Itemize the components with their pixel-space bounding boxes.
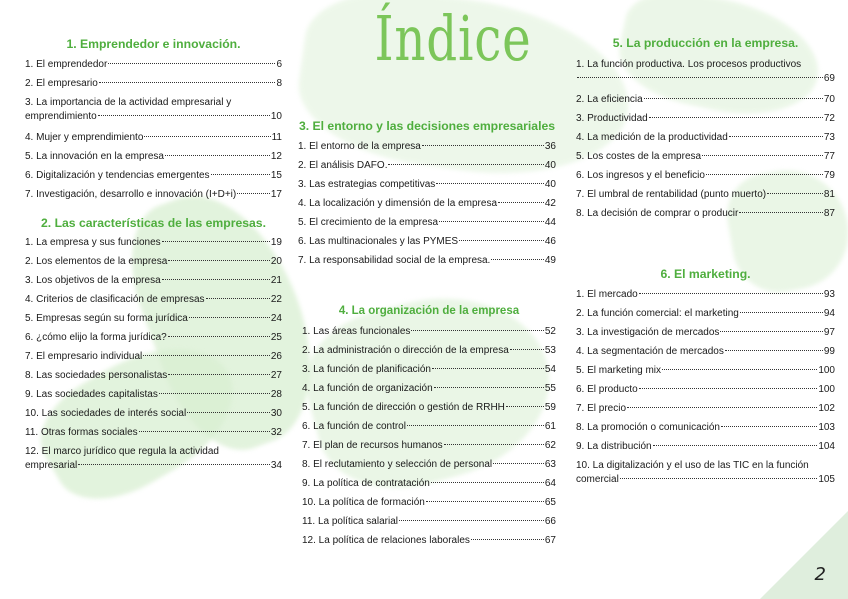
- toc-section-5: [576, 36, 835, 223]
- toc-leader-dots: [720, 331, 822, 332]
- toc-page-number: 53: [544, 345, 556, 356]
- toc-page-number: 55: [544, 383, 556, 394]
- toc-entry[interactable]: [302, 474, 556, 493]
- toc-entry-text: 10. Las sociedades de interés social: [25, 408, 187, 419]
- toc-entry-text: 3. Los objetivos de la empresa: [25, 275, 161, 286]
- toc-page-number: 73: [823, 132, 835, 143]
- toc-leader-dots: [662, 369, 817, 370]
- toc-entry[interactable]: [302, 398, 556, 417]
- toc-page-number: 63: [544, 459, 556, 470]
- toc-leader-dots: [436, 183, 544, 184]
- toc-column-left: [25, 37, 282, 477]
- toc-page-number: 62: [544, 440, 556, 451]
- toc-leader-dots: [168, 374, 270, 375]
- toc-entry[interactable]: [25, 328, 282, 347]
- toc-entry[interactable]: [576, 204, 835, 223]
- toc-entry-text: 3. La importancia de la actividad empresarial y: [25, 97, 232, 108]
- toc-page-number: 26: [270, 351, 282, 362]
- toc-list: [25, 55, 282, 204]
- toc-page-number: 19: [270, 237, 282, 248]
- toc-entry-text: 4. La medición de la productividad: [576, 132, 728, 143]
- toc-entry-text: 4. Mujer y emprendimiento: [25, 132, 144, 143]
- toc-page-number: 105: [818, 474, 835, 485]
- toc-entry[interactable]: [298, 213, 556, 232]
- toc-leader-dots: [165, 155, 270, 156]
- toc-page-number: 6: [276, 59, 282, 70]
- toc-page-number: 100: [818, 384, 835, 395]
- toc-entry[interactable]: [298, 156, 556, 175]
- toc-entry[interactable]: [25, 404, 282, 423]
- toc-page-number: 79: [823, 170, 835, 181]
- toc-leader-dots: [439, 221, 544, 222]
- toc-entry-text: 5. La innovación en la empresa: [25, 151, 164, 162]
- section-title: 2. Las características de las empresas.: [41, 216, 266, 230]
- toc-entry-text: 2. Los elementos de la empresa: [25, 256, 168, 267]
- toc-leader-dots: [399, 520, 544, 521]
- toc-page-number: 20: [270, 256, 282, 267]
- toc-entry-text: comercial: [576, 474, 619, 485]
- toc-leader-dots: [189, 317, 270, 318]
- toc-entry-text: 5. El crecimiento de la empresa: [298, 217, 439, 228]
- toc-section-4: [302, 305, 556, 550]
- toc-entry[interactable]: [298, 175, 556, 194]
- toc-leader-dots: [168, 260, 270, 261]
- toc-entry[interactable]: [302, 512, 556, 531]
- toc-page-number: 72: [823, 113, 835, 124]
- toc-entry-text: 7. El precio: [576, 403, 627, 414]
- section-title: 1. Emprendedor e innovación.: [66, 37, 241, 51]
- toc-page-number: 40: [544, 179, 556, 190]
- toc-leader-dots: [426, 501, 544, 502]
- toc-entry-line: [576, 58, 835, 72]
- toc-leader-dots: [162, 279, 270, 280]
- toc-entry[interactable]: [25, 290, 282, 309]
- toc-entry-text: 4. La localización y dimensión de la empresa: [298, 198, 497, 209]
- toc-entry-text: 2. La eficiencia: [576, 94, 643, 105]
- toc-entry-text: 8. El reclutamiento y selección de personal: [302, 459, 493, 470]
- toc-page-number: 11: [271, 132, 282, 143]
- section-title: 6. El marketing.: [660, 267, 751, 281]
- toc-entry[interactable]: [576, 437, 835, 456]
- toc-entry[interactable]: [576, 109, 835, 128]
- toc-entry-line: [576, 459, 835, 473]
- toc-entry[interactable]: [25, 147, 282, 166]
- toc-leader-dots: [407, 425, 544, 426]
- toc-entry-text: 1. Las áreas funcionales: [302, 326, 411, 337]
- toc-column-right: [576, 36, 835, 223]
- toc-entry-line: [25, 96, 282, 110]
- toc-page-number: 22: [270, 294, 282, 305]
- toc-page-number: 30: [270, 408, 282, 419]
- toc-entry[interactable]: [302, 493, 556, 512]
- toc-leader-dots: [706, 174, 823, 175]
- toc-leader-dots: [725, 350, 823, 351]
- toc-leader-dots: [767, 193, 823, 194]
- toc-leader-dots: [206, 298, 270, 299]
- toc-entry-text: 5. El marketing mix: [576, 365, 662, 376]
- toc-entry-text: 8. La decisión de comprar o producir: [576, 208, 739, 219]
- toc-entry-text: 6. Digitalización y tendencias emergentes: [25, 170, 210, 181]
- toc-leader-dots: [144, 136, 270, 137]
- toc-entry[interactable]: [576, 58, 835, 86]
- toc-entry[interactable]: [576, 304, 835, 323]
- toc-entry[interactable]: [25, 423, 282, 442]
- toc-entry-text: 6. ¿cómo elijo la forma jurídica?: [25, 332, 167, 343]
- section-title: 4. La organización de la empresa: [338, 305, 520, 317]
- toc-page-number: 15: [270, 170, 282, 181]
- toc-page-number: 54: [544, 364, 556, 375]
- toc-page-number: 64: [544, 478, 556, 489]
- toc-leader-dots: [721, 426, 817, 427]
- toc-page-number: 104: [818, 441, 835, 452]
- toc-entry[interactable]: [576, 380, 835, 399]
- toc-entry-text: 7. El umbral de rentabilidad (punto muerto): [576, 189, 767, 200]
- toc-page-number: 52: [544, 326, 556, 337]
- toc-page-number: 40: [544, 160, 556, 171]
- toc-leader-dots: [237, 193, 270, 194]
- toc-entry-text: 5. Los costes de la empresa: [576, 151, 702, 162]
- toc-entry[interactable]: [25, 366, 282, 385]
- toc-entry-text: 12. La política de relaciones laborales: [302, 535, 470, 546]
- toc-entry-text: 1. El mercado: [576, 289, 638, 300]
- toc-entry-text: 10. La digitalización y el uso de las TIC en la función: [576, 460, 809, 471]
- toc-entry[interactable]: [576, 147, 835, 166]
- toc-entry[interactable]: [576, 459, 835, 487]
- toc-entry-line: [576, 72, 835, 86]
- toc-entry[interactable]: [25, 55, 282, 74]
- toc-entry-text: 4. La función de organización: [302, 383, 433, 394]
- toc-entry-text: 7. El empresario individual: [25, 351, 143, 362]
- toc-entry[interactable]: [576, 185, 835, 204]
- toc-page-number: 17: [270, 189, 282, 200]
- toc-entry-text: 11. Otras formas sociales: [25, 427, 138, 438]
- toc-leader-dots: [627, 407, 817, 408]
- toc-leader-dots: [143, 355, 270, 356]
- toc-entry[interactable]: [302, 531, 556, 550]
- toc-leader-dots: [702, 155, 823, 156]
- toc-entry[interactable]: [298, 251, 556, 270]
- toc-entry[interactable]: [25, 96, 282, 124]
- toc-page-number: 59: [544, 402, 556, 413]
- toc-entry-text: 3. La función de planificación: [302, 364, 431, 375]
- toc-entry[interactable]: [25, 445, 282, 473]
- toc-entry-line: [576, 473, 835, 487]
- toc-entry[interactable]: [576, 128, 835, 147]
- toc-leader-dots: [493, 463, 544, 464]
- toc-page-number: 97: [823, 327, 835, 338]
- toc-entry-text: 2. El análisis DAFO.: [298, 160, 388, 171]
- toc-column-middle-lower: [302, 305, 556, 550]
- toc-entry-text: 11. La política salarial: [302, 516, 398, 527]
- toc-leader-dots: [620, 478, 818, 479]
- toc-page-number: 61: [544, 421, 556, 432]
- toc-page-number: 36: [544, 141, 556, 152]
- toc-entry-text: 10. La política de formación: [302, 497, 425, 508]
- toc-page-number: 21: [270, 275, 282, 286]
- toc-entry-text: 8. Las sociedades personalistas: [25, 370, 168, 381]
- toc-leader-dots: [162, 241, 270, 242]
- toc-section-3: [298, 119, 556, 270]
- toc-page-number: 65: [544, 497, 556, 508]
- toc-leader-dots: [491, 259, 544, 260]
- toc-page-number: 10: [270, 111, 282, 122]
- toc-entry-text: 8. La promoción o comunicación: [576, 422, 720, 433]
- toc-entry[interactable]: [25, 74, 282, 93]
- toc-page-number: 93: [823, 289, 835, 300]
- toc-page-number: 70: [823, 94, 835, 105]
- toc-leader-dots: [411, 330, 543, 331]
- toc-leader-dots: [739, 212, 823, 213]
- toc-page-number: 67: [544, 535, 556, 546]
- toc-entry[interactable]: [576, 418, 835, 437]
- toc-leader-dots: [98, 115, 270, 116]
- toc-entry-text: 2. La función comercial: el marketing: [576, 308, 739, 319]
- toc-entry[interactable]: [302, 455, 556, 474]
- toc-entry-text: 5. Empresas según su forma jurídica: [25, 313, 188, 324]
- toc-page-number: 8: [276, 78, 282, 89]
- toc-list: [576, 285, 835, 487]
- toc-entry[interactable]: [25, 233, 282, 252]
- toc-entry-text: 3. Las estrategias competitivas: [298, 179, 436, 190]
- toc-leader-dots: [139, 431, 270, 432]
- toc-page-number: 28: [270, 389, 282, 400]
- toc-leader-dots: [434, 387, 544, 388]
- toc-entry[interactable]: [576, 166, 835, 185]
- toc-leader-dots: [108, 63, 275, 64]
- toc-page-number: 44: [544, 217, 556, 228]
- toc-section-1: [25, 37, 282, 204]
- toc-page-number: 102: [818, 403, 835, 414]
- toc-entry[interactable]: [25, 166, 282, 185]
- toc-page-number: 34: [270, 460, 282, 471]
- toc-entry-line: [25, 445, 282, 459]
- section-title: 3. El entorno y las decisiones empresariales: [298, 119, 556, 133]
- toc-entry-text: 6. Los ingresos y el beneficio: [576, 170, 705, 181]
- page-corner-fold: [760, 511, 848, 599]
- toc-entry-text: 7. La responsabilidad social de la empresa.: [298, 255, 491, 266]
- toc-entry-text: empresarial: [25, 460, 78, 471]
- toc-entry-text: 1. El entorno de la empresa: [298, 141, 421, 152]
- toc-entry-line: [25, 110, 282, 124]
- toc-entry[interactable]: [25, 128, 282, 147]
- toc-leader-dots: [577, 77, 823, 78]
- toc-entry-line: [25, 459, 282, 473]
- toc-page-number: 25: [270, 332, 282, 343]
- page-number: 2: [814, 564, 826, 585]
- toc-column-middle: [298, 119, 556, 270]
- toc-section-2: [25, 216, 282, 473]
- toc-leader-dots: [740, 312, 823, 313]
- toc-entry-text: 12. El marco jurídico que regula la actividad: [25, 446, 219, 457]
- toc-page-number: 24: [270, 313, 282, 324]
- toc-leader-dots: [388, 164, 543, 165]
- toc-page-number: 99: [823, 346, 835, 357]
- toc-entry-text: 3. Productividad: [576, 113, 648, 124]
- toc-page-number: 27: [270, 370, 282, 381]
- toc-leader-dots: [644, 98, 823, 99]
- toc-entry-text: 2. La administración o dirección de la empresa: [302, 345, 509, 356]
- toc-list: [576, 58, 835, 223]
- toc-list: [25, 233, 282, 473]
- toc-leader-dots: [639, 388, 818, 389]
- toc-entry[interactable]: [298, 137, 556, 156]
- toc-page-number: 94: [823, 308, 835, 319]
- toc-leader-dots: [729, 136, 823, 137]
- toc-page-number: 66: [544, 516, 556, 527]
- toc-entry[interactable]: [25, 309, 282, 328]
- toc-entry-text: 1. La empresa y sus funciones: [25, 237, 161, 248]
- toc-page-number: 32: [270, 427, 282, 438]
- toc-entry[interactable]: [302, 379, 556, 398]
- toc-section-6: [576, 267, 835, 487]
- toc-entry-text: 9. Las sociedades capitalistas: [25, 389, 158, 400]
- toc-leader-dots: [432, 368, 544, 369]
- toc-entry-text: 4. La segmentación de mercados: [576, 346, 724, 357]
- toc-entry[interactable]: [576, 323, 835, 342]
- toc-page-number: 42: [544, 198, 556, 209]
- toc-leader-dots: [510, 349, 544, 350]
- toc-leader-dots: [506, 406, 544, 407]
- toc-page-number: 100: [818, 365, 835, 376]
- toc-entry-text: 9. La política de contratación: [302, 478, 430, 489]
- toc-page-number: 46: [544, 236, 556, 247]
- toc-entry-text: 5. La función de dirección o gestión de RRHH: [302, 402, 505, 413]
- toc-page-number: 12: [270, 151, 282, 162]
- toc-leader-dots: [187, 412, 270, 413]
- toc-entry[interactable]: [302, 322, 556, 341]
- toc-entry-text: 2. El empresario: [25, 78, 98, 89]
- toc-leader-dots: [444, 444, 544, 445]
- toc-entry-text: 6. La función de control: [302, 421, 406, 432]
- toc-leader-dots: [653, 445, 818, 446]
- toc-entry[interactable]: [25, 252, 282, 271]
- toc-entry[interactable]: [302, 341, 556, 360]
- toc-entry[interactable]: [25, 347, 282, 366]
- toc-leader-dots: [649, 117, 823, 118]
- toc-leader-dots: [78, 464, 270, 465]
- toc-leader-dots: [99, 82, 276, 83]
- toc-entry-text: 7. El plan de recursos humanos: [302, 440, 443, 451]
- toc-list: [298, 137, 556, 270]
- toc-entry[interactable]: [576, 399, 835, 418]
- toc-leader-dots: [168, 336, 270, 337]
- toc-entry[interactable]: [576, 361, 835, 380]
- toc-entry[interactable]: [576, 285, 835, 304]
- toc-leader-dots: [459, 240, 544, 241]
- toc-leader-dots: [211, 174, 270, 175]
- toc-leader-dots: [422, 145, 544, 146]
- toc-page-number: 103: [818, 422, 835, 433]
- toc-entry[interactable]: [25, 385, 282, 404]
- toc-entry-text: 3. La investigación de mercados: [576, 327, 720, 338]
- toc-entry-text: 9. La distribución: [576, 441, 652, 452]
- section-title: 5. La producción en la empresa.: [612, 36, 799, 50]
- toc-entry[interactable]: [302, 417, 556, 436]
- toc-entry[interactable]: [302, 360, 556, 379]
- toc-leader-dots: [498, 202, 544, 203]
- toc-page-number: 87: [823, 208, 835, 219]
- toc-column-right-lower: [576, 267, 835, 491]
- toc-page-number: 81: [823, 189, 835, 200]
- toc-entry-text: 6. Las multinacionales y las PYMES: [298, 236, 459, 247]
- page-title: Índice: [374, 2, 532, 75]
- toc-entry[interactable]: [576, 342, 835, 361]
- toc-entry-text: 6. El producto: [576, 384, 638, 395]
- toc-page-number: 69: [823, 73, 835, 84]
- toc-entry-text: 4. Criterios de clasificación de empresas: [25, 294, 205, 305]
- toc-entry-text: 1. El emprendedor: [25, 59, 108, 70]
- toc-entry-text: 7. Investigación, desarrollo e innovación (I+D+i): [25, 189, 237, 200]
- toc-leader-dots: [471, 539, 544, 540]
- toc-page-number: 77: [823, 151, 835, 162]
- toc-entry[interactable]: [576, 90, 835, 109]
- toc-entry[interactable]: [298, 232, 556, 251]
- toc-entry[interactable]: [298, 194, 556, 213]
- toc-page-number: 49: [544, 255, 556, 266]
- toc-entry[interactable]: [25, 185, 282, 204]
- toc-entry[interactable]: [25, 271, 282, 290]
- toc-leader-dots: [159, 393, 270, 394]
- toc-entry[interactable]: [302, 436, 556, 455]
- toc-leader-dots: [431, 482, 544, 483]
- toc-leader-dots: [639, 293, 823, 294]
- toc-list: [302, 322, 556, 550]
- toc-entry-text: emprendimiento: [25, 111, 97, 122]
- toc-entry-text: 1. La función productiva. Los procesos productivos: [576, 59, 802, 70]
